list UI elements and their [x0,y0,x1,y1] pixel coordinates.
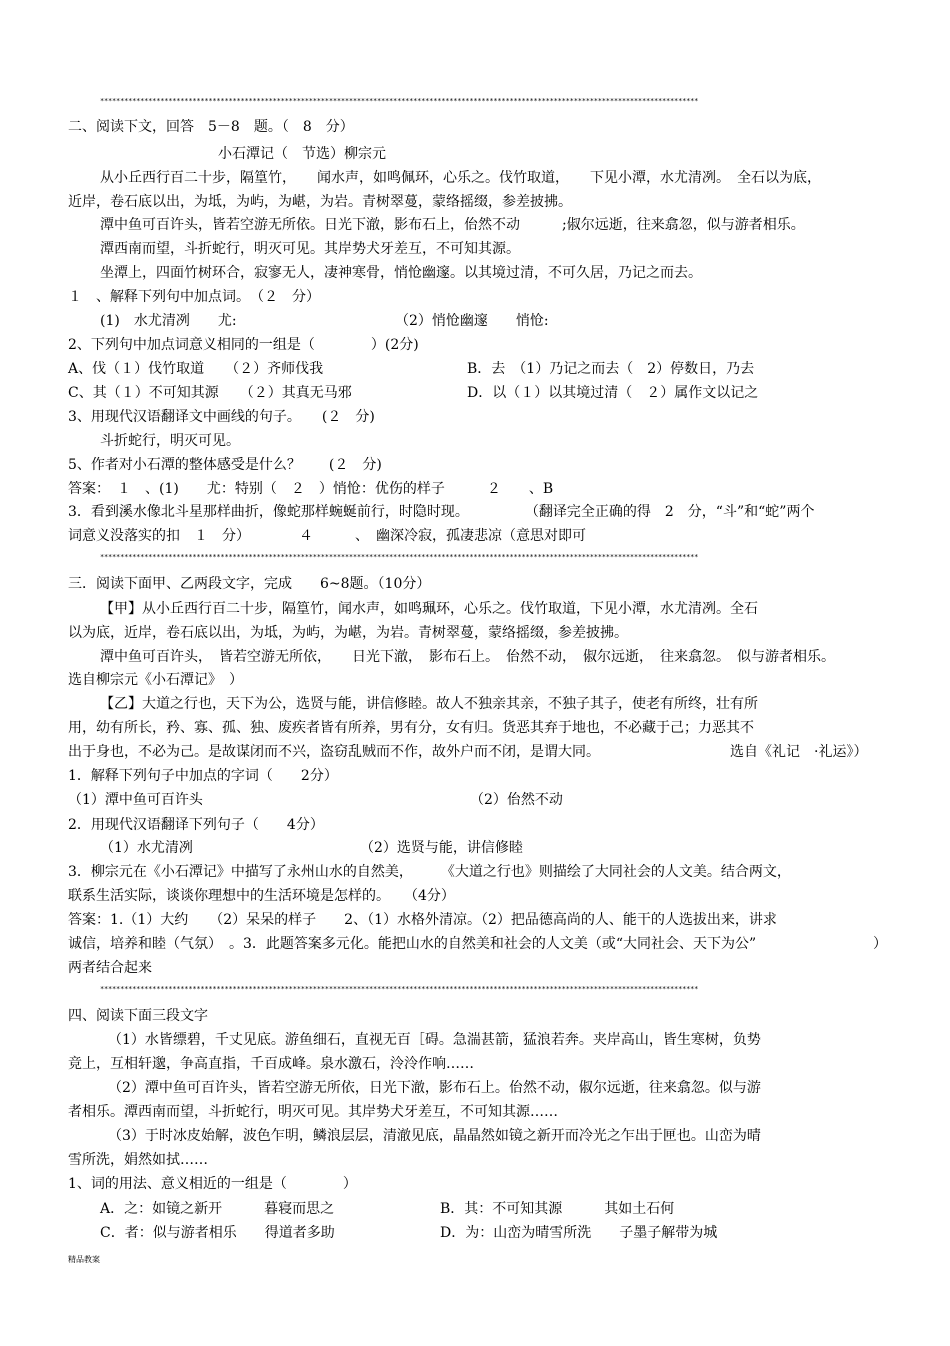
question-3-text: 斗折蛇行，明灭可见。 [100,433,240,449]
option-b: B．其：不可知其源 其如土石何 [440,1201,675,1217]
question-2: 2．用现代汉语翻译下列句子（ 4分） [68,817,324,833]
question-2b: （2）选贤与能，讲信修睦 [360,840,523,856]
answer-line: 词意义没落实的扣 １ 分） ４ 、 幽深冷寂，孤凄悲凉（意思对即可 [68,528,586,544]
answer-line: 3．看到溪水像北斗星那样曲折，像蛇那样蜿蜒前行，时隐时现。 （翻译完全正确的得 2 分，“斗”和“蛇”两个 [68,504,815,520]
question-2: 2、下列句中加点词意义相同的一组是（ ）(2分) [68,337,419,353]
passage-line: （3）于时冰皮始解，波色乍明，鳞浪层层，清澈见底，晶晶然如镜之新开而冷光之乍出于匣也。山峦为晴 [108,1128,761,1144]
passage-line: 坐潭上，四面竹树环合，寂寥无人，凄神寒骨，悄怆幽邃。以其境过清，不可久居，乃记之而去。 [100,265,702,281]
section-heading: 四、阅读下面三段文字 [68,1008,208,1024]
question-1a: （1）潭中鱼可百许头 [68,792,203,808]
question-3: 3．柳宗元在《小石潭记》中描写了永州山水的自然美， 《大道之行也》则描绘了大同社会的人文美。结合两文， [68,864,791,880]
passage-line: 潭中鱼可百许头， 皆若空游无所依， 日光下澈， 影布石上。 佁然不动， 俶尔远逝， 往来翕忽。 似与游者相乐。 [100,649,835,665]
passage-line: （2）潭中鱼可百许头，皆若空游无所依，日光下澈，影布石上。佁然不动，俶尔远逝，往来翕忽。似与游 [108,1080,761,1096]
passage-line: 近岸，卷石底以出，为坻，为屿，为嵁，为岩。青树翠蔓，蒙络摇缀，参差披拂。 [68,194,572,210]
answer-line: 答案： １ 、(1) 尤：特别（ ２ ）悄怆：优伤的样子 ２ 、B [68,481,554,497]
page-footer: 精品教案 [68,1255,100,1264]
passage-line: （1）水皆缥碧，千丈见底。游鱼细石，直视无百［碍。急湍甚箭，猛浪若奔。夹岸高山，皆生寒树，负势 [108,1032,761,1048]
question-1b: （2）佁然不动 [470,792,563,808]
passage-line: 从小丘西行百二十步，隔篁竹， 闻水声，如鸣佩环，心乐之。伐竹取道， 下见小潭，水尤清冽。 全石以为底， [100,170,821,186]
answer-line: 答案：1.（1）大约 （2）呆呆的样子 2、（1）水格外清凉。（2）把品德高尚的人、能干的人选拔出来，讲求 [68,912,777,928]
separator-1: ***************************************************************************************************************************************************** [100,97,699,105]
passage-line: 【甲】从小丘西行百二十步，隔篁竹，闻水声，如鸣珮环，心乐之。伐竹取道，下见小潭，水尤清冽。全石 [100,601,758,617]
question-1: 1．解释下列句子中加点的字词（ 2分） [68,768,338,784]
question-5: 5、作者对小石潭的整体感受是什么？ (２ 分) [68,457,382,473]
question-1a: (1) 水尤清冽 尤: [100,313,237,329]
question-3: 3、用现代汉语翻译文中画线的句子。 (２ 分) [68,409,375,425]
question-1: １ 、解释下列句中加点词。 （２ 分） [68,289,320,305]
passage-line: 者相乐。潭西南而望，斗折蛇行，明灭可见。其岸势犬牙差互，不可知其源…… [68,1104,558,1120]
passage-title: 小石潭记（ 节选）柳宗元 [218,146,386,162]
option-c: C、其（１）不可知其源 （２）其真无马邪 [68,385,352,401]
answer-line: 两者结合起来 [68,960,152,976]
answer-line: 诚信，培养和睦（气氛） 。3．此题答案多元化。能把山水的自然美和社会的人文美（或“大同社会、天下为公” [68,936,757,952]
option-a: A．之：如镜之新开 暮寝而思之 [100,1201,335,1217]
separator-2: ***************************************************************************************************************************************************** [100,553,699,561]
question-3: 联系生活实际，谈谈你理想中的生活环境是怎样的。 （4分） [68,888,455,904]
option-d: D．为：山峦为晴雪所洗 子墨子解带为城 [440,1225,718,1241]
passage-line: 用，幼有所长，矜、寡、孤、独、废疾者皆有所养，男有分，女有归。货恶其弃于地也，不必藏于己；力恶其不 [68,720,754,736]
answer-line-end: ） [873,936,887,952]
passage-line: 潭西南而望，斗折蛇行，明灭可见。其岸势犬牙差互，不可知其源。 [100,241,520,257]
passage-line: 出于身也，不必为己。是故谋闭而不兴，盗窃乱贼而不作，故外户而不闭，是谓大同。 [68,744,600,760]
passage-source: 选自《礼记 ·礼运》） [730,744,868,760]
option-c: C．者：似与游者相乐 得道者多助 [100,1225,335,1241]
passage-line: 雪所洗，娟然如拭…… [68,1152,208,1168]
option-d: D．以（１）以其境过清（ ２）属作文以记之 [467,385,759,401]
passage-line: 【乙】大道之行也，天下为公，选贤与能，讲信修睦。故人不独亲其亲，不独子其子，使老有所终，壮有所 [100,696,758,712]
passage-source: 选自柳宗元《小石潭记》 ） [68,672,243,688]
question-1b: （2）悄怆幽邃 悄怆: [395,313,549,329]
section-heading: 三．阅读下面甲、乙两段文字，完成 6~8题。（10分） [68,576,431,592]
option-b: B．去 （1）乃记之而去（ 2）停数日，乃去 [467,361,755,377]
passage-line: 竞上，互相轩邈，争高直指，千百成峰。泉水激石，泠泠作响…… [68,1056,474,1072]
passage-line: 潭中鱼可百许头，皆若空游无所依。日光下澈，影布石上，佁然不动 ;俶尔远逝，往来翕忽，似与游者相乐。 [100,217,805,233]
passage-line: 以为底，近岸，卷石底以出，为坻，为屿，为嵁，为岩。青树翠蔓，蒙络摇缀，参差披拂。 [68,625,628,641]
option-a: A、伐（１）伐竹取道 （２）齐师伐我 [68,361,324,377]
question-1: 1、词的用法、意义相近的一组是（ ） [68,1176,357,1192]
separator-3: ***************************************************************************************************************************************************** [100,985,699,993]
section-heading: 二、阅读下文，回答 5－8 题。（ 8 分） [68,119,354,135]
question-2a: （1）水尤清冽 [100,840,193,856]
